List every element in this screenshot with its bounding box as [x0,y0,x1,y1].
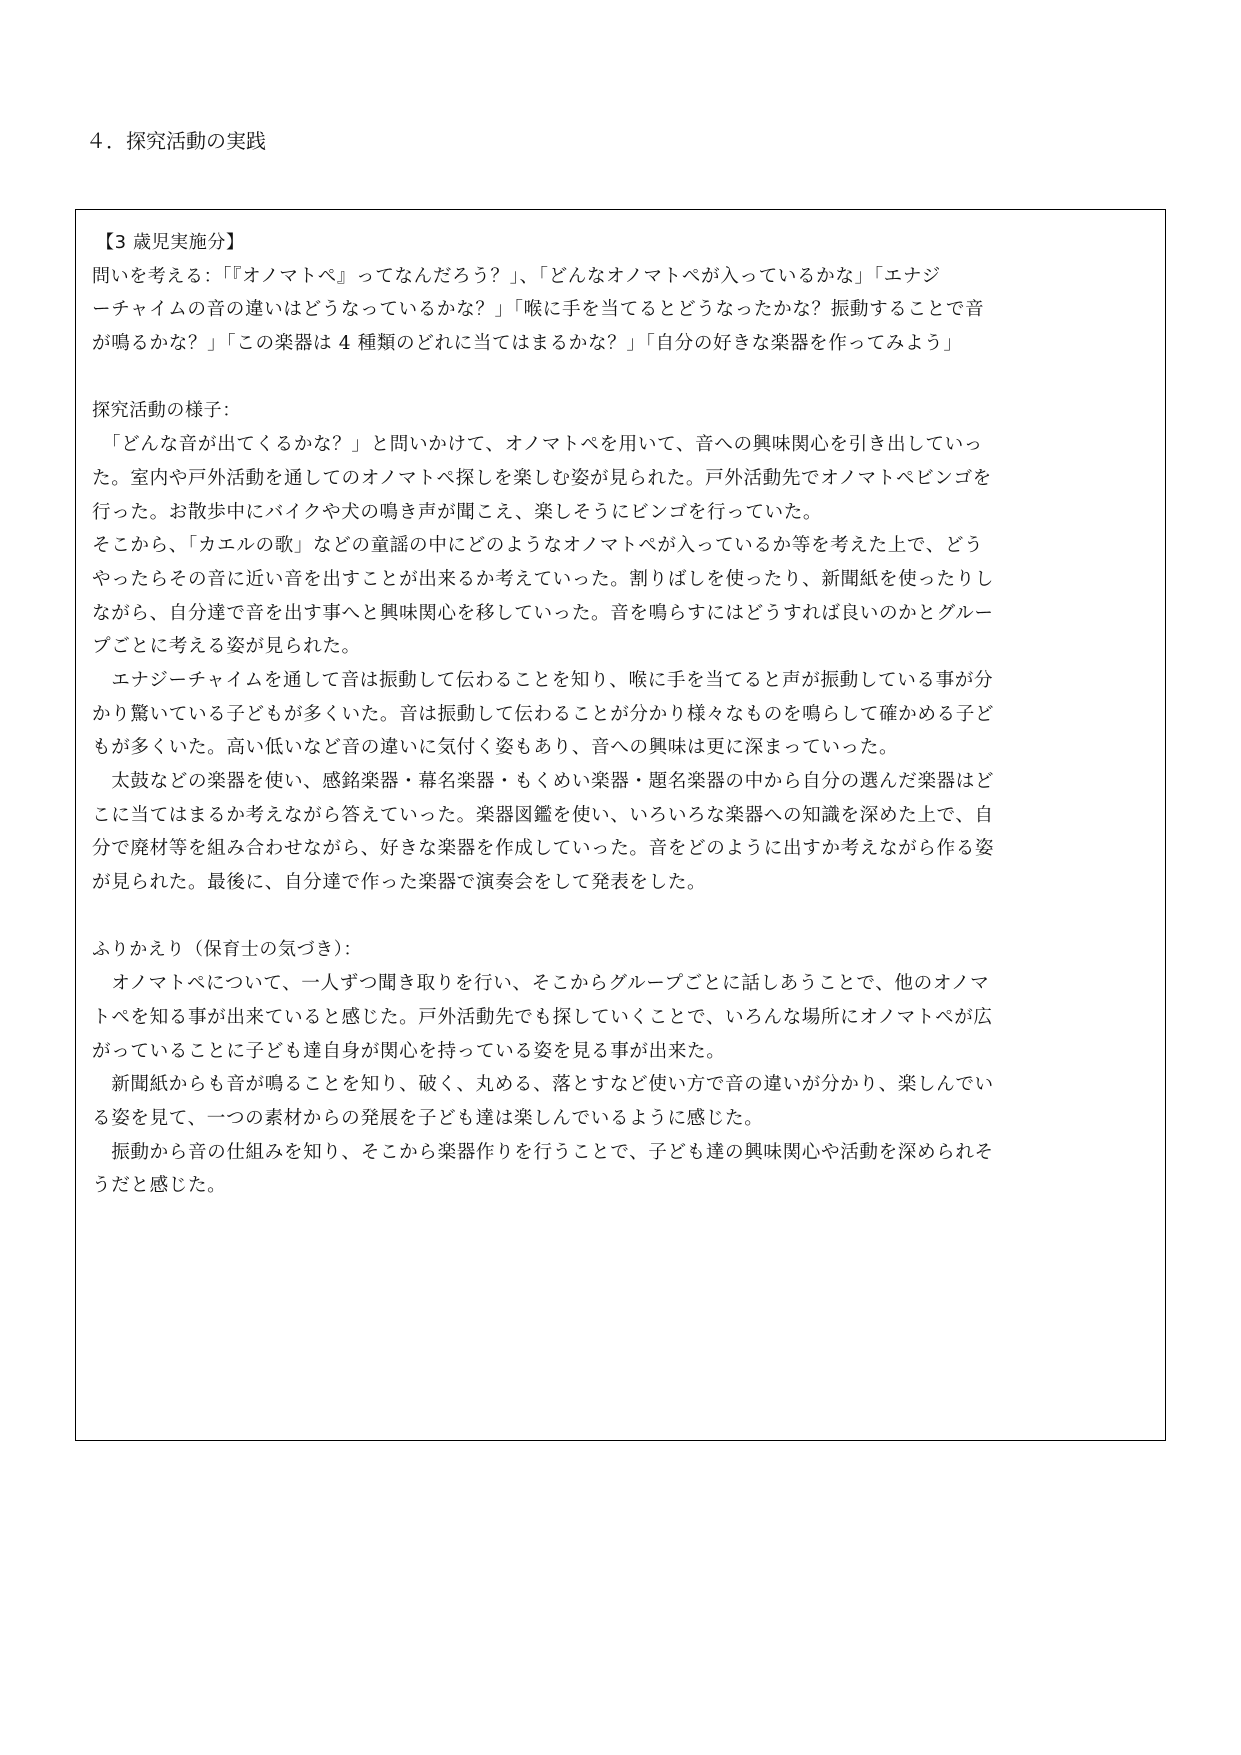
activity-label: 探究活動の様子： [92,400,241,422]
activity-line: もが多くいた。高い低いなど音の違いに気付く姿もあり、音への興味は更に深まっていった。 [92,737,899,759]
activity-line: た。室内や戸外活動を通してのオノマトペ探しを楽しむ姿が見られた。戸外活動先でオノマトペビンゴを [92,467,992,489]
reflection-line [92,1136,1149,1170]
section-heading: ４．探究活動の実践 [86,129,266,153]
questions-line: ーチャイムの音の違いはどうなっているかな？」「喉に手を当てるとどうなったかな？振動することで音 [92,299,985,321]
activity-line [92,765,1149,799]
activity-line: そこから、「カエルの歌」などの童謡の中にどのようなオノマトペが入っているか等を考えた上で、どう [92,535,984,557]
reflection-text: 新聞紙からも音が鳴ることを知り、破く、丸める、落とすなど使い方で音の違いが分かり、楽しんでい [111,1074,994,1096]
activity-line [92,664,1149,698]
blank-line [92,900,1149,934]
activity-line: こに当てはまるか考えながら答えていった。楽器図鑑を使い、いろいろな楽器への知識を深めた上で、自 [92,804,994,826]
reflection-line [92,1068,1149,1102]
reflection-line: る姿を見て、一つの素材からの発展を子ども達は楽しんでいるように感じた。 [92,1107,764,1129]
activity-line: やったらその音に近い音を出すことが出来るか考えていった。割りばしを使ったり、新聞紙を使ったりし [92,568,995,590]
activity-line: 分で廃材等を組み合わせながら、好きな楽器を作成していった。音をどのように出すか考えながら作る姿 [92,838,995,860]
activity-line: プごとに考える姿が見られた。 [92,636,361,658]
reflection-line: がっていることに子ども達自身が関心を持っている姿を見る事が出来た。 [92,1040,726,1062]
blank-line [92,361,1149,395]
activity-line [92,428,1149,462]
activity-line: 行った。お散歩中にバイクや犬の鳴き声が聞こえ、楽しそうにビンゴを行っていた。 [92,501,823,523]
activity-line: が見られた。最後に、自分達で作った楽器で演奏会をして発表をした。 [92,872,707,894]
questions-label: 問いを考える： [92,265,223,287]
reflection-line: トペを知る事が出来ていると感じた。戸外活動先でも探していくことで、いろんな場所にオノマトペが広 [92,1006,993,1028]
activity-label-line [92,394,1149,428]
reflection-label: ふりかえり（保育士の気づき）： [92,939,362,961]
content-box [75,209,1166,1441]
reflection-line: うだと感じた。 [92,1175,227,1197]
activity-line: ながら、自分達で音を出す事へと興味関心を移していった。音を鳴らすにはどうすれば良いのかとグルー [92,602,994,624]
questions-text: 「『オノマトペ』ってなんだろう？」、「どんなオノマトペが入っているかな」「エナジ [222,265,941,287]
reflection-text: 振動から音の仕組みを知り、そこから楽器作りを行うことで、子ども達の興味関心や活動を深められそ [111,1141,994,1163]
reflection-text: オノマトペについて、一人ずつ聞き取りを行い、そこからグループごとに話しあうことで、他のオノマ [111,973,990,995]
box-label: 【3 歳児実施分】 [96,232,245,253]
questions-line: が鳴るかな？」「この楽器は 4 種類のどれに当てはまるかな？」「自分の好きな楽器を作ってみよう」 [92,333,963,355]
activity-text: エナジーチャイムを通して音は振動して伝わることを知り、喉に手を当てると声が振動している事が分 [111,669,994,691]
reflection-line [92,967,1149,1001]
activity-line: かり驚いている子どもが多くいた。音は振動して伝わることが分かり様々なものを鳴らして確かめる子ど [92,703,995,725]
reflection-label-line [92,933,1149,967]
box-label-line [92,226,1149,260]
questions-line [92,260,1149,294]
activity-text: 太鼓などの楽器を使い、感銘楽器・幕名楽器・もくめい楽器・題名楽器の中から自分の選んだ楽器はど [111,771,995,792]
activity-text: 「どんな音が出てくるかな？」と問いかけて、オノマトペを用いて、音への興味関心を引き出していっ [111,434,983,456]
